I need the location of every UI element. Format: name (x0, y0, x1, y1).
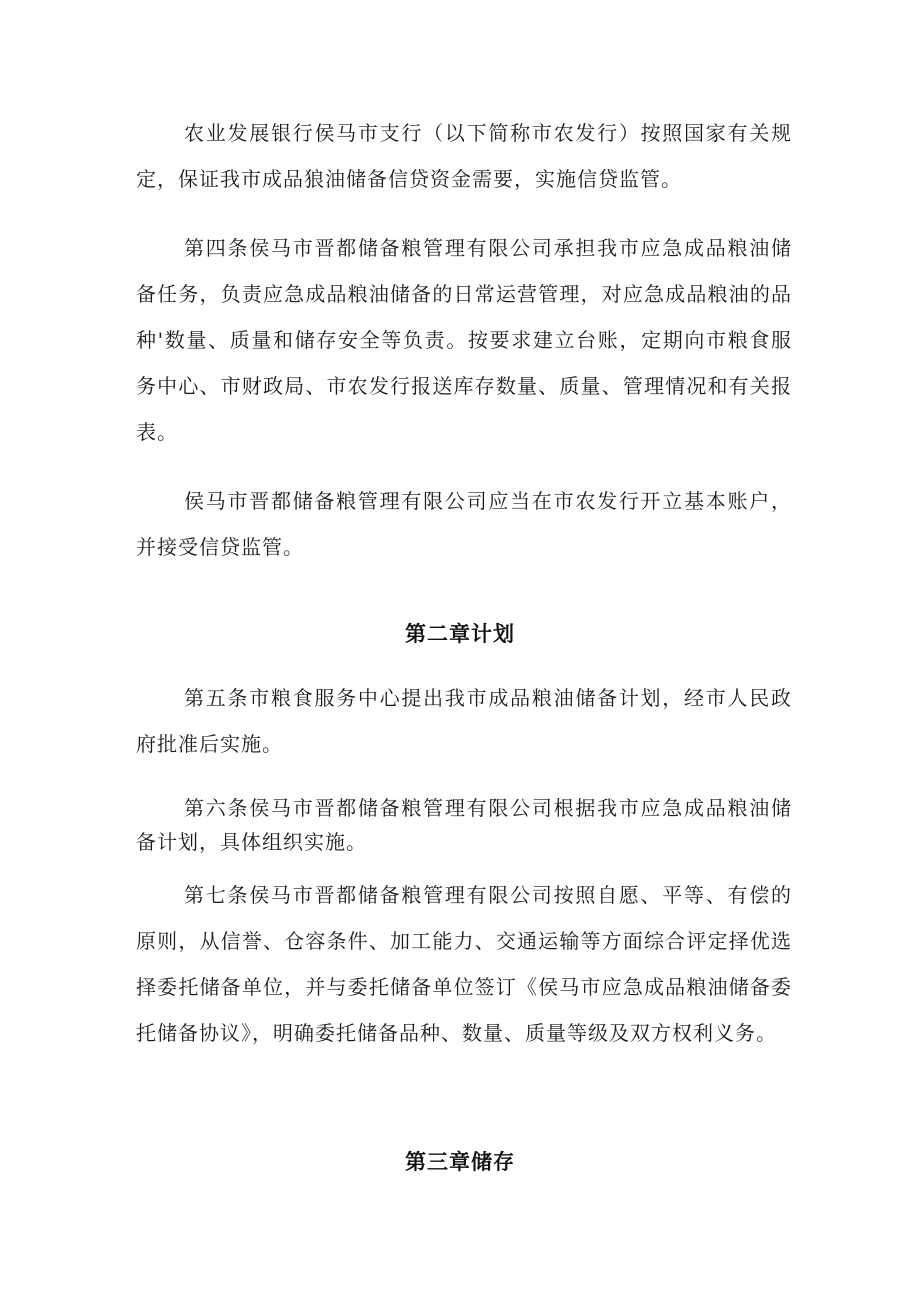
chapter-3-heading: 第三章储存 (405, 1150, 515, 1174)
paragraph-article-6: 第六条侯马市晋都储备粮管理有限公司根据我市应急成品粮油储备计划，具体组织实施。 (136, 796, 792, 854)
paragraph-basic-account: 侯马市晋都储备粮管理有限公司应当在市农发行开立基本账户，并接受信贷监管。 (136, 489, 792, 559)
paragraph-credit-supervision: 农业发展银行侯马市支行（以下简称市农发行）按照国家有关规定，保证我市成品狼油储备信贷资金需要，实施信贷监管。 (136, 121, 792, 191)
paragraph-article-5: 第五条市粮食服务中心提出我市成品粮油储备计划，经市人民政府批准后实施。 (136, 686, 792, 756)
paragraph-article-7: 第七条侯马市晋都储备粮管理有限公司按照自愿、平等、有偿的原则，从信誉、仓容条件、加工能力、交通运输等方面综合评定择优选择委托储备单位，并与委托储备单位签订《侯马市应急成品粮油储备委托储备协议》，明确委托储备品种、数量、质量等级及双方权利义务。 (136, 883, 792, 1045)
chapter-2-heading: 第二章计划 (405, 622, 515, 646)
paragraph-article-4: 第四条侯马市晋都储备粮管理有限公司承担我市应急成品粮油储备任务，负责应急成品粮油储备的日常运营管理，对应急成品粮油的品种'数量、质量和储存安全等负责。按要求建立台账，定期向市粮食服务中心、市财政局、市农发行报送库存数量、质量、管理情况和有关报表。 (136, 236, 792, 444)
